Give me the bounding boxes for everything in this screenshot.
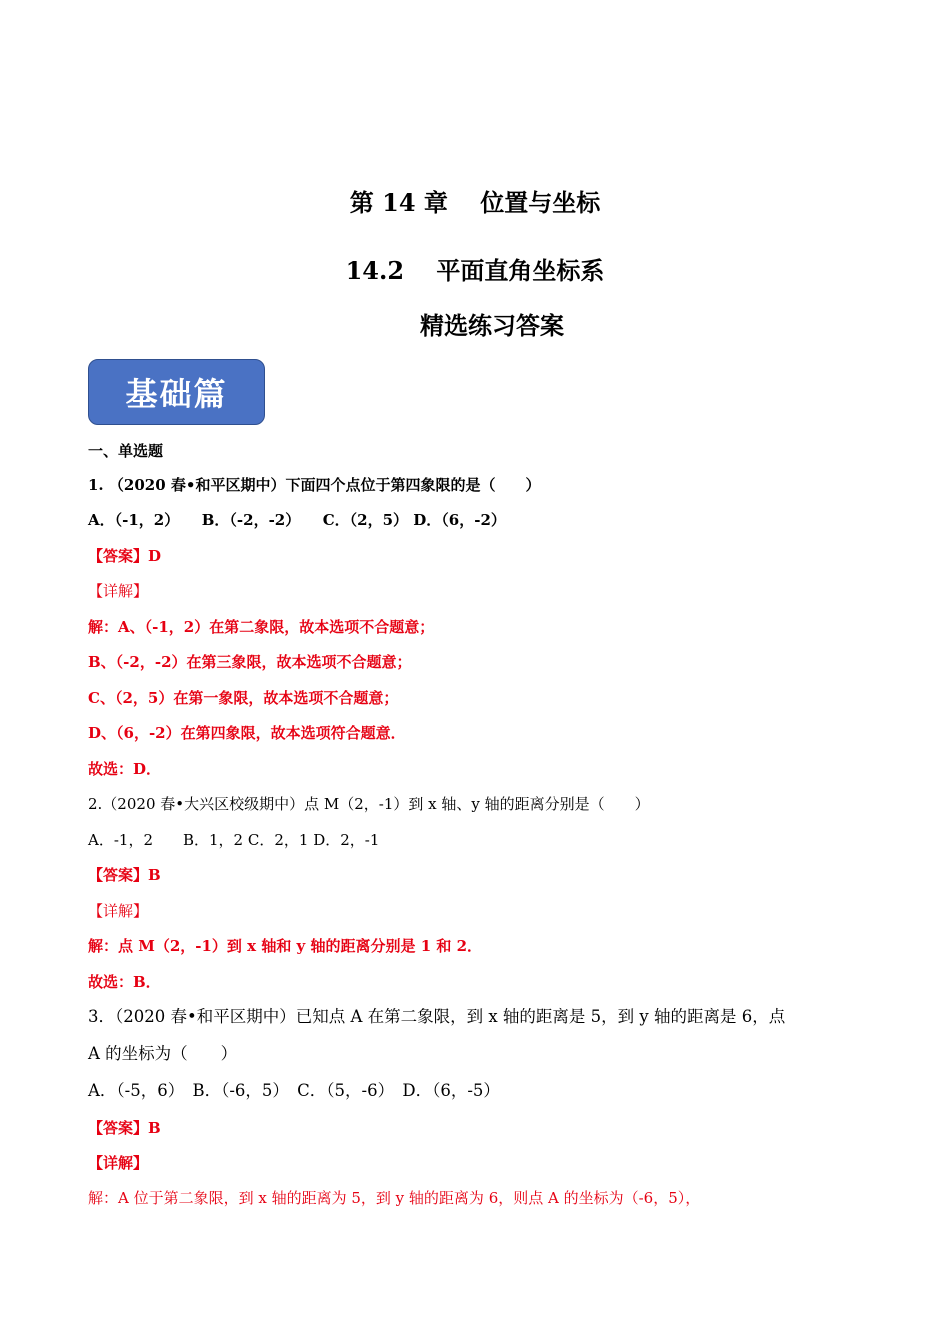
question-3-solution-line: 解：A 位于第二象限，到 x 轴的距离为 5，到 y 轴的距离为 6，则点 A 的坐标为（-6，5），	[88, 1189, 701, 1207]
question-3-answer: 【答案】B	[88, 1119, 161, 1137]
question-1-options: A．（-1，2） B．（-2，-2） C．（2，5） D．（6，-2）	[88, 511, 506, 529]
question-2-answer: 【答案】B	[88, 866, 161, 884]
question-2-options: A．-1，2 B．1，2 C．2，1 D．2，-1	[88, 831, 380, 849]
question-3-stem-line2: A 的坐标为（ ）	[88, 1044, 238, 1063]
question-2-solution-line: 解：点 M（2，-1）到 x 轴和 y 轴的距离分别是 1 和 2．	[88, 937, 483, 955]
question-1-answer: 【答案】D	[88, 547, 162, 565]
section-heading: 一、单选题	[88, 442, 164, 460]
question-2-detail-label: 【详解】	[88, 902, 149, 920]
question-3-detail-label: 【详解】	[88, 1154, 149, 1172]
level-badge-label: 基础篇	[125, 375, 228, 413]
level-badge	[88, 359, 265, 425]
question-3-options: A．（-5，6） B．（-6，5） C．（5，-6） D．（6，-5）	[88, 1081, 500, 1100]
subtitle: 精选练习答案	[420, 311, 564, 340]
question-1-conclusion: 故选：D．	[88, 760, 162, 778]
question-1-solution-line: D、（6，-2）在第四象限，故本选项符合题意．	[88, 724, 406, 742]
question-3-stem-line1: 3．（2020 春•和平区期中）已知点 A 在第二象限，到 x 轴的距离是 5，到 y 轴的距离是 6，点	[88, 1007, 786, 1026]
question-1-stem: 1. （2020 春•和平区期中）下面四个点位于第四象限的是（ ）	[88, 476, 541, 494]
chapter-title: 第 14 章 位置与坐标	[349, 188, 601, 217]
question-2-stem: 2.（2020 春•大兴区校级期中）点 M（2，-1）到 x 轴、y 轴的距离分别是（ ）	[88, 795, 650, 813]
question-2-conclusion: 故选：B．	[88, 973, 161, 991]
question-1-solution-line: 解：A、（-1，2）在第二象限，故本选项不合题意；	[88, 618, 435, 636]
question-1-solution-line: C、（2，5）在第一象限，故本选项不合题意；	[88, 689, 399, 707]
question-1-detail-label: 【详解】	[88, 582, 149, 600]
question-1-solution-line: B、（-2，-2）在第三象限，故本选项不合题意；	[88, 653, 412, 671]
section-title: 14.2 平面直角坐标系	[345, 256, 605, 285]
